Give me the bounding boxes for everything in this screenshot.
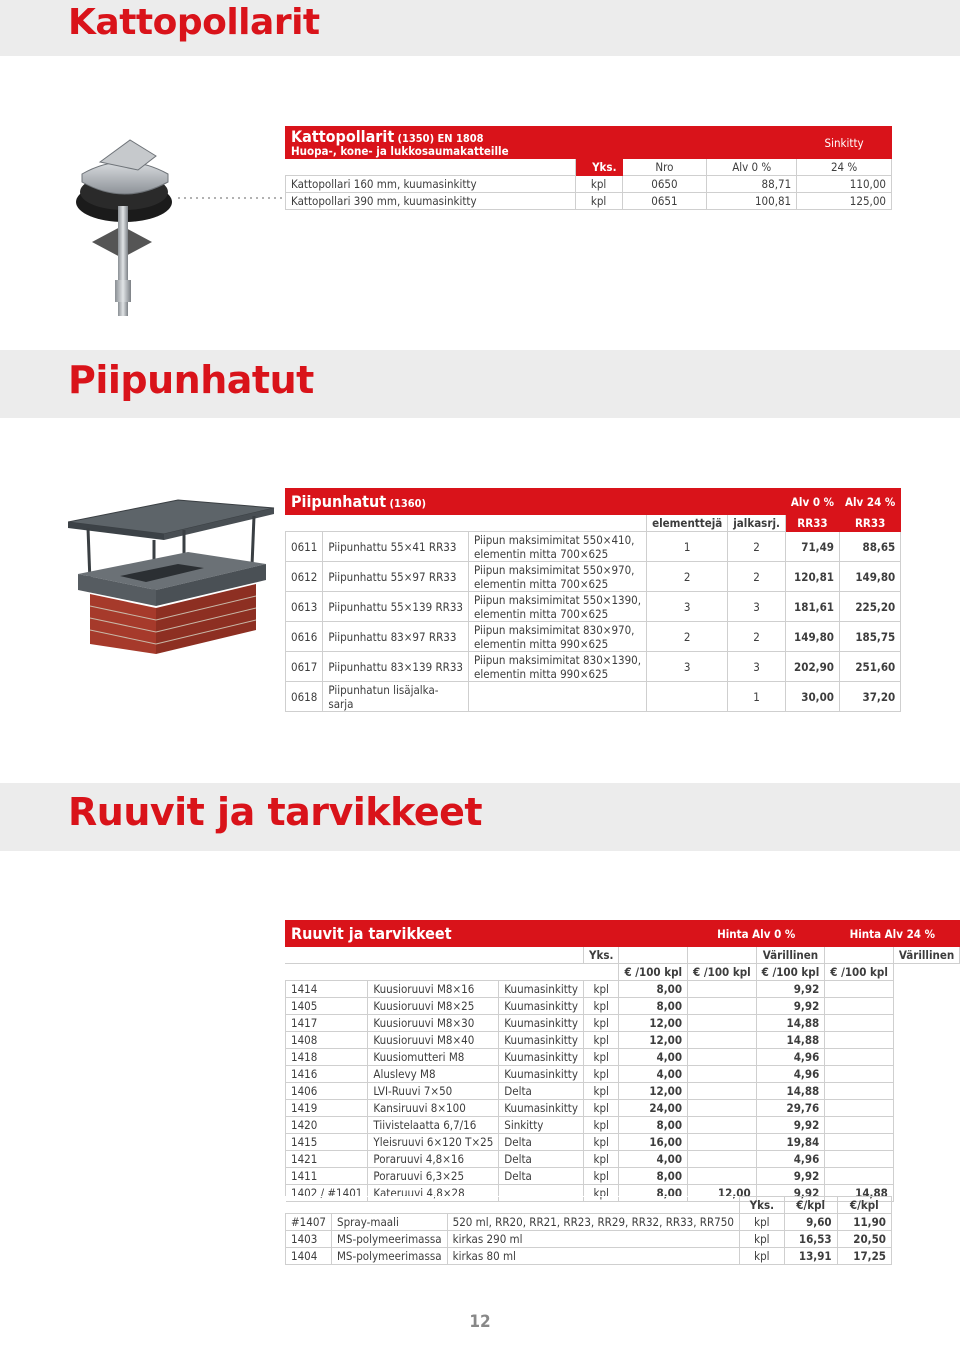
spray-table [285,1196,892,1265]
table-title: Piipunhatut [291,492,387,511]
table-row: 1421 Poraruuvi 4,8×16 Delta kpl 4,00 4,96 [286,1151,960,1168]
table-row: 1420 Tiivistelaatta 6,7/16 Sinkitty kpl 8,00 9,92 [286,1117,960,1134]
header-colored-alv24: Värillinen [893,947,959,964]
header-elements: elementtejä [647,515,728,532]
table-row: 1419 Kansiruuvi 8×100 Kuumasinkitty kpl 24,00 29,76 [286,1100,960,1117]
header-rr33-alv24: RR33 [839,515,900,532]
table-row: 1416 Aluslevy M8 Kuumasinkitty kpl 4,00 4,96 [286,1066,960,1083]
finish-label: Sinkitty [824,135,864,150]
table-subtitle: Huopa-, kone- ja lukkosaumakatteille [291,143,509,158]
header-alv0: Alv 0 % [707,159,797,176]
piipunhatut-table [285,488,901,712]
ruuvit-table [285,920,960,1202]
section-title-piipunhatut: Piipunhatut [68,358,314,402]
header-colored-alv0: Värillinen [756,947,825,964]
table-row: Kattopollari 160 mm, kuumasinkitty kpl 0650 88,71 110,00 [286,176,892,193]
table-row: 0612 Piipunhattu 55×97 RR33 Piipun maksimimitat 550×970, elementin mitta 700×625 2 2 120,81 149,80 [286,562,901,592]
header-alv0: Alv 0 % [785,489,839,515]
chimney-cap-image [68,494,276,654]
table-row: 0618 Piipunhatun lisäjalka- sarja 1 30,00 37,20 [286,682,901,712]
table-row: 1404 MS-polymeerimassa kirkas 80 ml kpl 13,91 17,25 [286,1248,892,1265]
header-price-unit: € /100 kpl [756,964,825,981]
table-title-code: (1350) EN 1808 [397,131,484,145]
table-row: 1405 Kuusioruuvi M8×25 Kuumasinkitty kpl 8,00 9,92 [286,998,960,1015]
table-row: #1407 Spray-maali 520 ml, RR20, RR21, RR23, RR29, RR32, RR33, RR750 kpl 9,60 11,90 [286,1214,892,1231]
table-row: 1414 Kuusioruuvi M8×16 Kuumasinkitty kpl 8,00 9,92 [286,981,960,998]
header-unit: Yks. [739,1197,784,1214]
table-row: 1408 Kuusioruuvi M8×40 Kuumasinkitty kpl 12,00 14,88 [286,1032,960,1049]
header-unit: Yks. [575,159,622,176]
header-eur-alv24: €/kpl [837,1197,891,1214]
header-price-unit: € /100 kpl [688,964,757,981]
header-eur-alv0: €/kpl [784,1197,837,1214]
table-row: 1411 Poraruuvi 6,3×25 Delta kpl 8,00 9,92 [286,1168,960,1185]
header-price-unit: € /100 kpl [619,964,688,981]
kattopollarit-table [285,126,892,210]
header-legs: jalkasrj. [728,515,786,532]
table-row: Kattopollari 390 mm, kuumasinkitty kpl 0651 100,81 125,00 [286,193,892,210]
table-row: 0616 Piipunhattu 83×97 RR33 Piipun maksimimitat 830×970, elementin mitta 990×625 2 2 149,80 185,75 [286,622,901,652]
header-price-unit: € /100 kpl [825,964,894,981]
table-row: 1403 MS-polymeerimassa kirkas 290 ml kpl 16,53 20,50 [286,1231,892,1248]
table-title: Kattopollarit [291,126,395,146]
page-number: 12 [469,1312,491,1332]
header-alv24: Alv 24 % [839,489,900,515]
table-title: Ruuvit ja tarvikkeet [291,924,452,943]
table-row: 0617 Piipunhattu 83×139 RR33 Piipun maksimimitat 830×1390, elementin mitta 990×625 3 3 202,90 251,60 [286,652,901,682]
table-title-code: (1360) [389,497,427,510]
header-alv0: Hinta Alv 0 % [688,921,825,947]
table-row: 1418 Kuusiomutteri M8 Kuumasinkitty kpl 4,00 4,96 [286,1049,960,1066]
header-nro: Nro [622,159,707,176]
table-row: 0613 Piipunhattu 55×139 RR33 Piipun maksimimitat 550×1390, elementin mitta 700×625 3 3 181,61 225,20 [286,592,901,622]
header-alv24: 24 % [797,159,892,176]
table-row: 1417 Kuusioruuvi M8×30 Kuumasinkitty kpl 12,00 14,88 [286,1015,960,1032]
section-title-kattopollarit: Kattopollarit [68,2,320,43]
roof-bollard-image [68,130,288,320]
table-row: 1406 LVI-Ruuvi 7×50 Delta kpl 12,00 14,88 [286,1083,960,1100]
section-title-ruuvit: Ruuvit ja tarvikkeet [68,790,483,834]
header-rr33-alv0: RR33 [785,515,839,532]
table-row: 1402 / #1401 Kateruuvi 4,8×28 kpl 8,00 12,00 9,92 14,88 [286,1185,960,1202]
header-alv24: Hinta Alv 24 % [825,921,960,947]
header-unit: Yks. [583,947,618,964]
table-row: 0611 Piipunhattu 55×41 RR33 Piipun maksimimitat 550×410, elementin mitta 700×625 1 2 71,49 88,65 [286,532,901,562]
table-row: 1415 Yleisruuvi 6×120 T×25 Delta kpl 16,00 19,84 [286,1134,960,1151]
